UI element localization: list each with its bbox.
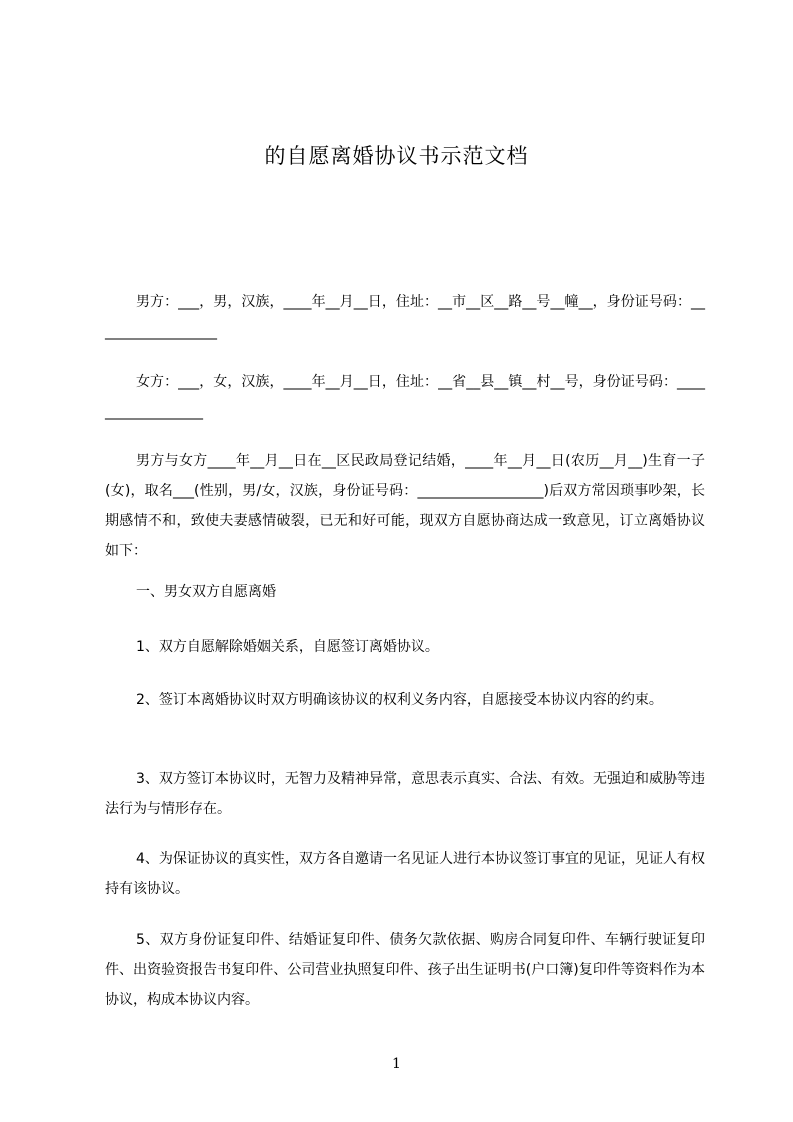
paragraph-woman-info: 女方：___，女，汉族，____年__月__日，住址：__省__县__镇__村__号，身份证号码：__________________ (105, 374, 705, 420)
clause-5: 5、双方身份证复印件、结婚证复印件、债务欠款依据、购房合同复印件、车辆行驶证复印件、出资验资报告书复印件、公司营业执照复印件、孩子出生证明书(户口簿)复印件等资料作为本协议，构成本协议内容。 (105, 932, 705, 1008)
clause-3: 3、双方签订本协议时，无智力及精神异常，意思表示真实、合法、有效。无强迫和威胁等违法行为与情形存在。 (105, 771, 705, 817)
page-number: 1 (392, 1056, 401, 1072)
paragraph-marriage-intro: 男方与女方____年__月__日在__区民政局登记结婚，____年__月__日(农历__月__)生育一子(女)，取名___(性别，男/女，汉族，身份证号码：__________________)后双方常因琐事吵架，长期感情不和，致使夫妻感情破裂，已无和好可能，现双方自愿协商达成一致意见，订立离婚协议如下： (105, 453, 705, 559)
document-title: 的自愿离婚协议书示范文档 (264, 144, 529, 168)
paragraph-man-info: 男方：___，男，汉族，____年__月__日，住址：__市__区__路__号__幢__，身份证号码：__________________ (105, 294, 705, 340)
clause-2: 2、签订本离婚协议时双方明确该协议的权利义务内容，自愿接受本协议内容的约束。 (136, 692, 663, 708)
clause-4: 4、为保证协议的真实性，双方各自邀请一名见证人进行本协议签订事宜的见证，见证人有权持有该协议。 (105, 851, 705, 897)
section-one-heading: 一、男女双方自愿离婚 (136, 584, 276, 600)
clause-1: 1、双方自愿解除婚姻关系，自愿签订离婚协议。 (136, 639, 439, 655)
